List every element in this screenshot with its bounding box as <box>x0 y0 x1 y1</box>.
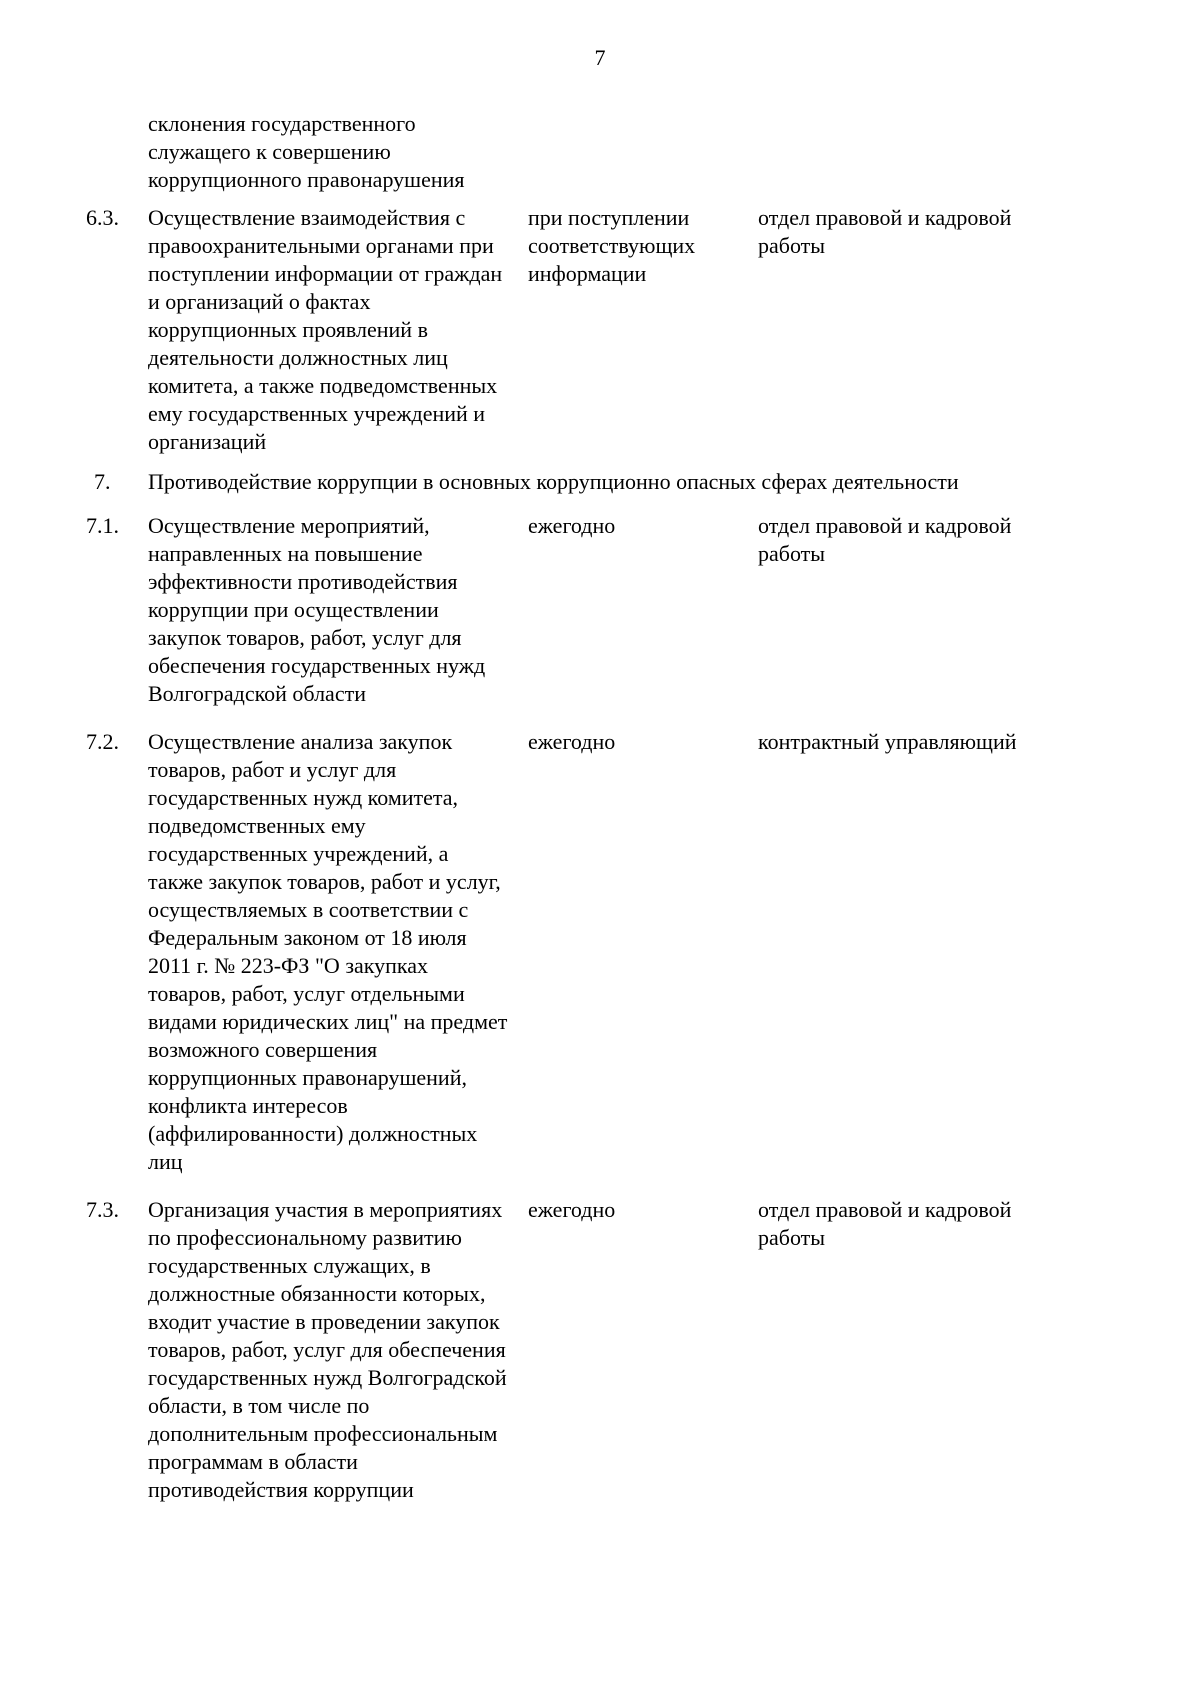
row-responsible: отдел правовой и кадровой работы <box>758 513 1012 566</box>
table-row-7-2 <box>86 728 1146 1176</box>
row-description: Осуществление мероприятий, направленных на повышение эффективности противодействия коррупции при осуществлении закупок товаров, работ, услуг для обеспечения государственных нужд Волгоградской области <box>148 513 486 706</box>
table-row-7-1 <box>86 512 1146 708</box>
row-term: ежегодно <box>528 513 616 538</box>
row-number: 7.3. <box>86 1197 119 1222</box>
row-number: 7.1. <box>86 513 119 538</box>
page-number: 7 <box>594 45 606 70</box>
row-responsible: контрактный управляющий <box>758 729 1017 754</box>
row-responsible: отдел правовой и кадровой работы <box>758 1197 1012 1250</box>
plan-table <box>86 110 1146 1504</box>
row-number: 7.2. <box>86 729 119 754</box>
row-responsible: отдел правовой и кадровой работы <box>758 205 1012 258</box>
table-row-7-3 <box>86 1196 1146 1504</box>
row-description: Осуществление анализа закупок товаров, работ и услуг для государственных нужд комитета, подведомственных ему государственных учреждений, а также закупок товаров, работ и услуг, осуществляемых в соответствии с Федеральным законом от 18 июля 2011 г. № 223-ФЗ "О закупках товаров, работ, услуг отдельными видами юридических лиц" на предмет возможного совершения коррупционных правонарушений, конфликта интересов (аффилированности) должностных лиц <box>148 729 508 1174</box>
row-term: ежегодно <box>528 1197 616 1222</box>
section-title: Противодействие коррупции в основных коррупционно опасных сферах деятельности <box>148 469 959 494</box>
row-description: Осуществление взаимодействия с правоохранительными органами при поступлении информации от граждан и организаций о фактах коррупционных проявлений в деятельности должностных лиц комитета, а также подведомственных ему государственных учреждений и организаций <box>148 205 503 454</box>
section-number: 7. <box>94 469 111 494</box>
row-description: Организация участия в мероприятиях по профессиональному развитию государственных служащих, в должностные обязанности которых, входит участие в проведении закупок товаров, работ, услуг для обеспечения государственных нужд Волгоградской области, в том числе по дополнительным профессиональным программам в области противодействия коррупции <box>148 1197 507 1502</box>
table-row-6-3 <box>86 204 1146 456</box>
row-term: ежегодно <box>528 729 616 754</box>
row-number: 6.3. <box>86 205 119 230</box>
section-heading-7 <box>86 468 1146 496</box>
row-term: при поступлении соответствующих информации <box>528 205 696 286</box>
continuation-row <box>86 110 1146 190</box>
continuation-text: склонения государственного служащего к совершению коррупционного правонарушения <box>148 111 465 192</box>
